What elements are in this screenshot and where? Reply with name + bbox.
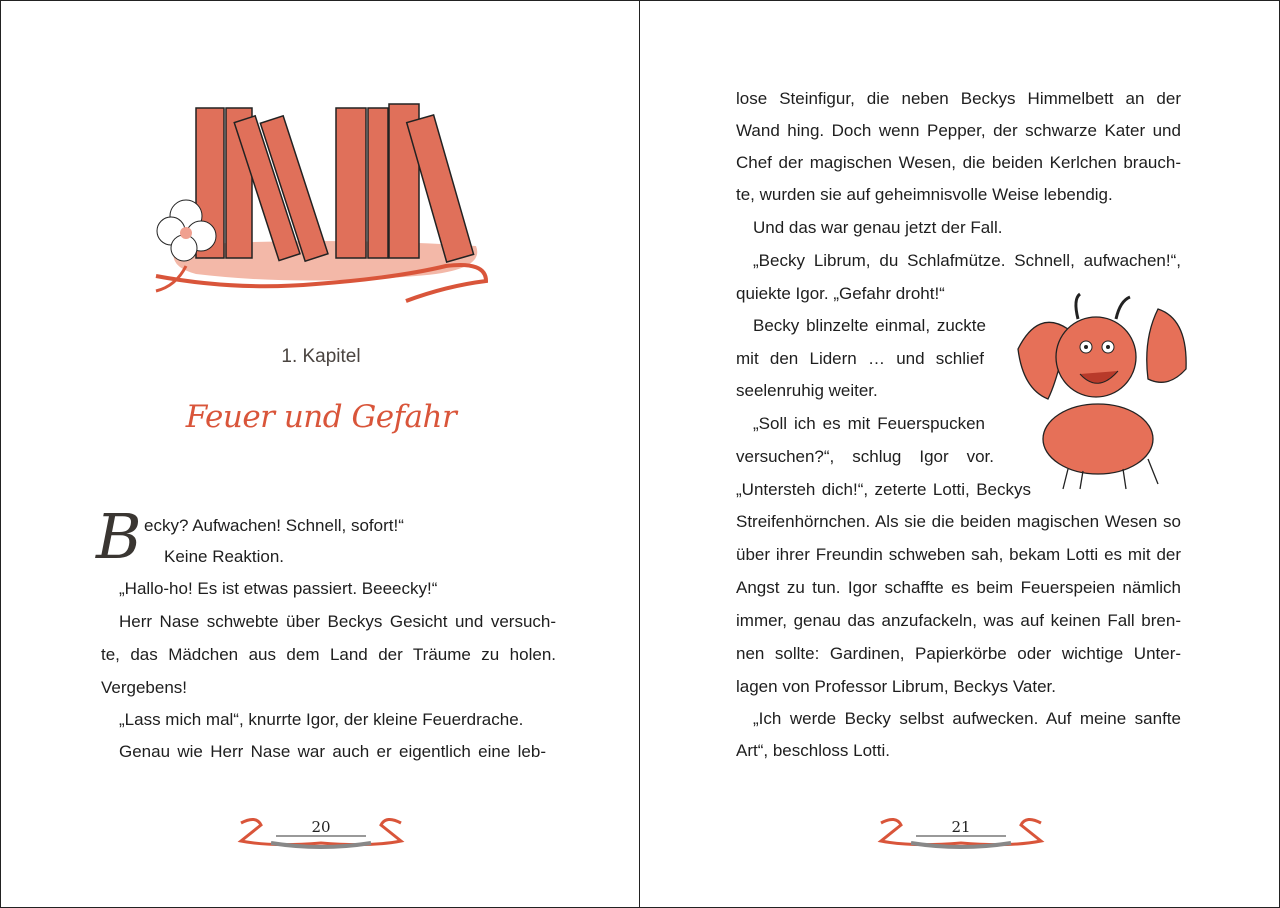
text-line: Keine Reaktion.: [164, 547, 285, 566]
text-line: Art“, beschloss Lotti.: [736, 741, 891, 760]
text-line: Angst zu tun. Igor schaffte es beim Feuerspeien nämlich: [736, 578, 1182, 597]
chapter-label: 1. Kapitel: [281, 346, 361, 367]
drop-cap: B: [96, 500, 142, 573]
text-line: lagen von Professor Librum, Beckys Vater.: [736, 677, 1057, 696]
text-line: Becky blinzelte einmal, zuckte: [753, 316, 986, 335]
page-number: 20: [311, 818, 331, 836]
text-line: nen sollte: Gardinen, Papierkörbe oder wichtige Unter-: [736, 644, 1182, 663]
text-line: Herr Nase schwebte über Beckys Gesicht und versuch-: [119, 612, 557, 631]
text-line: „Ich werde Becky selbst aufwecken. Auf meine sanfte: [753, 709, 1181, 728]
text-line: Chef der magischen Wesen, die beiden Kerlchen brauch-: [736, 153, 1181, 172]
text-line: „Soll ich es mit Feuerspucken: [753, 414, 985, 433]
text-line: te, wurden sie auf geheimnisvolle Weise lebendig.: [736, 185, 1113, 204]
right-page: [639, 0, 1280, 908]
text-line: „Hallo-ho! Es ist etwas passiert. Beeecky!“: [119, 579, 438, 598]
text-line: „Untersteh dich!“, zeterte Lotti, Beckys: [736, 480, 1032, 499]
text-line: Streifenhörnchen. Als sie die beiden magischen Wesen so: [736, 512, 1181, 531]
text-line: „Becky Librum, du Schlafmütze. Schnell, aufwachen!“,: [753, 251, 1181, 270]
dragon-igor-illustration: [1008, 289, 1193, 494]
bookshelf-illustration: [116, 96, 516, 311]
text-line: versuchen?“, schlug Igor vor.: [736, 447, 994, 466]
chapter-title: Feuer und Gefahr: [185, 399, 457, 435]
text-line: Genau wie Herr Nase war auch er eigentlich eine leb-: [119, 742, 546, 761]
text-line: immer, genau das anzufackeln, was auf keinen Fall bren-: [736, 611, 1181, 630]
text-line: ecky? Aufwachen! Schnell, sofort!“: [144, 516, 404, 535]
text-line: „Lass mich mal“, knurrte Igor, der kleine Feuerdrache.: [119, 710, 524, 729]
text-line: mit den Lidern … und schlief: [736, 349, 984, 368]
text-line: Wand hing. Doch wenn Pepper, der schwarze Kater und: [736, 121, 1181, 140]
text-line: Vergebens!: [101, 678, 188, 697]
text-line: Und das war genau jetzt der Fall.: [753, 218, 1003, 237]
text-line: über ihrer Freundin schweben sah, bekam Lotti es mit der: [736, 545, 1182, 564]
text-line: seelenruhig weiter.: [736, 381, 878, 400]
page-number: 21: [951, 818, 971, 836]
text-line: quiekte Igor. „Gefahr droht!“: [736, 284, 945, 303]
text-line: te, das Mädchen aus dem Land der Träume zu holen.: [101, 645, 557, 664]
text-line: lose Steinfigur, die neben Beckys Himmelbett an der: [736, 89, 1182, 108]
